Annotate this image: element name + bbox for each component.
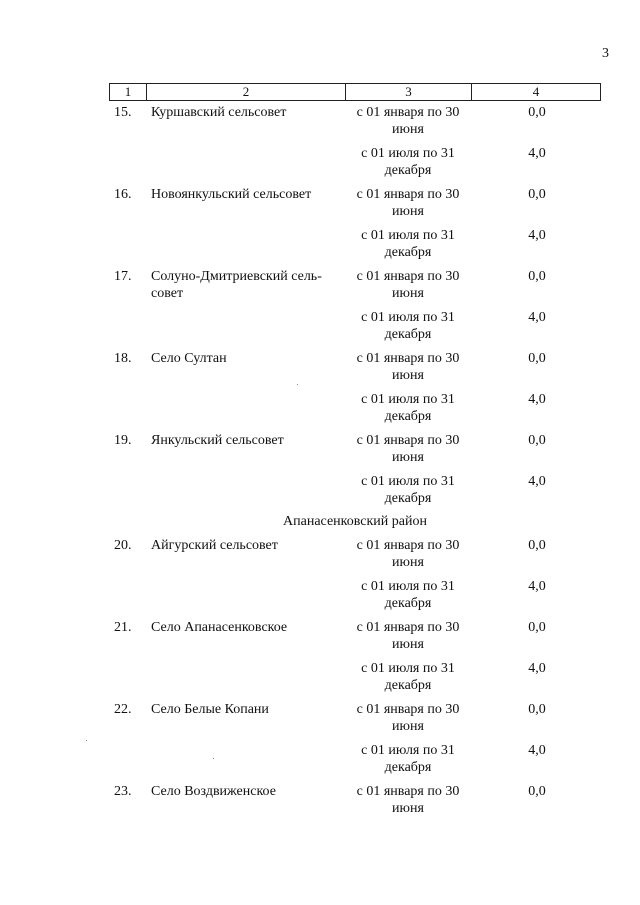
period-cell: с 01 января по 30 июня bbox=[356, 351, 460, 383]
rate-value: 0,0 bbox=[528, 620, 546, 635]
rate-value: 4,0 bbox=[528, 310, 546, 325]
table-row bbox=[0, 783, 640, 865]
column-header-1: 1 bbox=[124, 84, 132, 99]
period-cell: с 01 января по 30 июня bbox=[356, 538, 460, 570]
table-row bbox=[0, 268, 640, 350]
row-number: 23. bbox=[114, 784, 132, 799]
row-number: 16. bbox=[114, 187, 132, 202]
rate-value: 0,0 bbox=[528, 351, 546, 366]
period-cell: с 01 июля по 31 декабря bbox=[361, 310, 455, 342]
period-cell: с 01 июля по 31 декабря bbox=[361, 392, 455, 424]
section-title: Апанасенковский район bbox=[283, 514, 427, 529]
column-header-4: 4 bbox=[532, 84, 540, 99]
table-row bbox=[0, 619, 640, 701]
period-cell: с 01 января по 30 июня bbox=[356, 784, 460, 816]
settlement-name: Село Апанасенковское bbox=[151, 620, 288, 635]
settlement-name: Янкульский сельсовет bbox=[151, 433, 284, 448]
period-cell: с 01 января по 30 июня bbox=[356, 187, 460, 219]
rate-value: 0,0 bbox=[528, 538, 546, 553]
page-number: 3 bbox=[602, 46, 609, 61]
period-cell: с 01 января по 30 июня bbox=[356, 702, 460, 734]
settlement-name: Солуно-Дмитриевский сель-совет bbox=[151, 269, 322, 301]
rate-value: 0,0 bbox=[528, 105, 546, 120]
settlement-name: Село Белые Копани bbox=[151, 702, 269, 717]
row-number: 18. bbox=[114, 351, 132, 366]
table-row bbox=[0, 186, 640, 268]
column-header-2: 2 bbox=[242, 84, 250, 99]
row-number: 15. bbox=[114, 105, 132, 120]
scan-speck bbox=[297, 384, 298, 385]
rate-value: 4,0 bbox=[528, 228, 546, 243]
row-number: 17. bbox=[114, 269, 132, 284]
table-row bbox=[0, 432, 640, 514]
column-header-3: 3 bbox=[405, 84, 412, 99]
table-row bbox=[0, 350, 640, 432]
rate-value: 4,0 bbox=[528, 474, 546, 489]
period-cell: с 01 июля по 31 декабря bbox=[361, 743, 455, 775]
period-cell: с 01 июля по 31 декабря bbox=[361, 661, 455, 693]
row-number: 19. bbox=[114, 433, 132, 448]
rate-value: 0,0 bbox=[528, 269, 546, 284]
settlement-name: Село Султан bbox=[151, 351, 227, 366]
row-number: 21. bbox=[114, 620, 132, 635]
settlement-name: Куршавский сельсовет bbox=[151, 105, 287, 120]
table-row bbox=[0, 104, 640, 186]
settlement-name: Новоянкульский сельсовет bbox=[151, 187, 312, 202]
settlement-name: Село Воздвиженское bbox=[151, 784, 276, 799]
period-cell: с 01 июля по 31 декабря bbox=[361, 474, 455, 506]
rate-value: 0,0 bbox=[528, 433, 546, 448]
period-cell: с 01 января по 30 июня bbox=[356, 433, 460, 465]
period-cell: с 01 января по 30 июня bbox=[356, 105, 460, 137]
rate-value: 0,0 bbox=[528, 187, 546, 202]
period-cell: с 01 июля по 31 декабря bbox=[361, 228, 455, 260]
period-cell: с 01 июля по 31 декабря bbox=[361, 146, 455, 178]
row-number: 22. bbox=[114, 702, 132, 717]
rate-value: 4,0 bbox=[528, 743, 546, 758]
settlement-name: Айгурский сельсовет bbox=[151, 538, 278, 553]
rate-value: 0,0 bbox=[528, 784, 546, 799]
rate-value: 4,0 bbox=[528, 579, 546, 594]
scan-speck bbox=[213, 758, 214, 759]
table-row bbox=[0, 701, 640, 783]
row-number: 20. bbox=[114, 538, 132, 553]
period-cell: с 01 января по 30 июня bbox=[356, 620, 460, 652]
rate-value: 4,0 bbox=[528, 661, 546, 676]
period-cell: с 01 июля по 31 декабря bbox=[361, 579, 455, 611]
rate-value: 0,0 bbox=[528, 702, 546, 717]
period-cell: с 01 января по 30 июня bbox=[356, 269, 460, 301]
rate-value: 4,0 bbox=[528, 146, 546, 161]
rate-value: 4,0 bbox=[528, 392, 546, 407]
scan-speck bbox=[86, 740, 87, 741]
table-row bbox=[0, 537, 640, 619]
